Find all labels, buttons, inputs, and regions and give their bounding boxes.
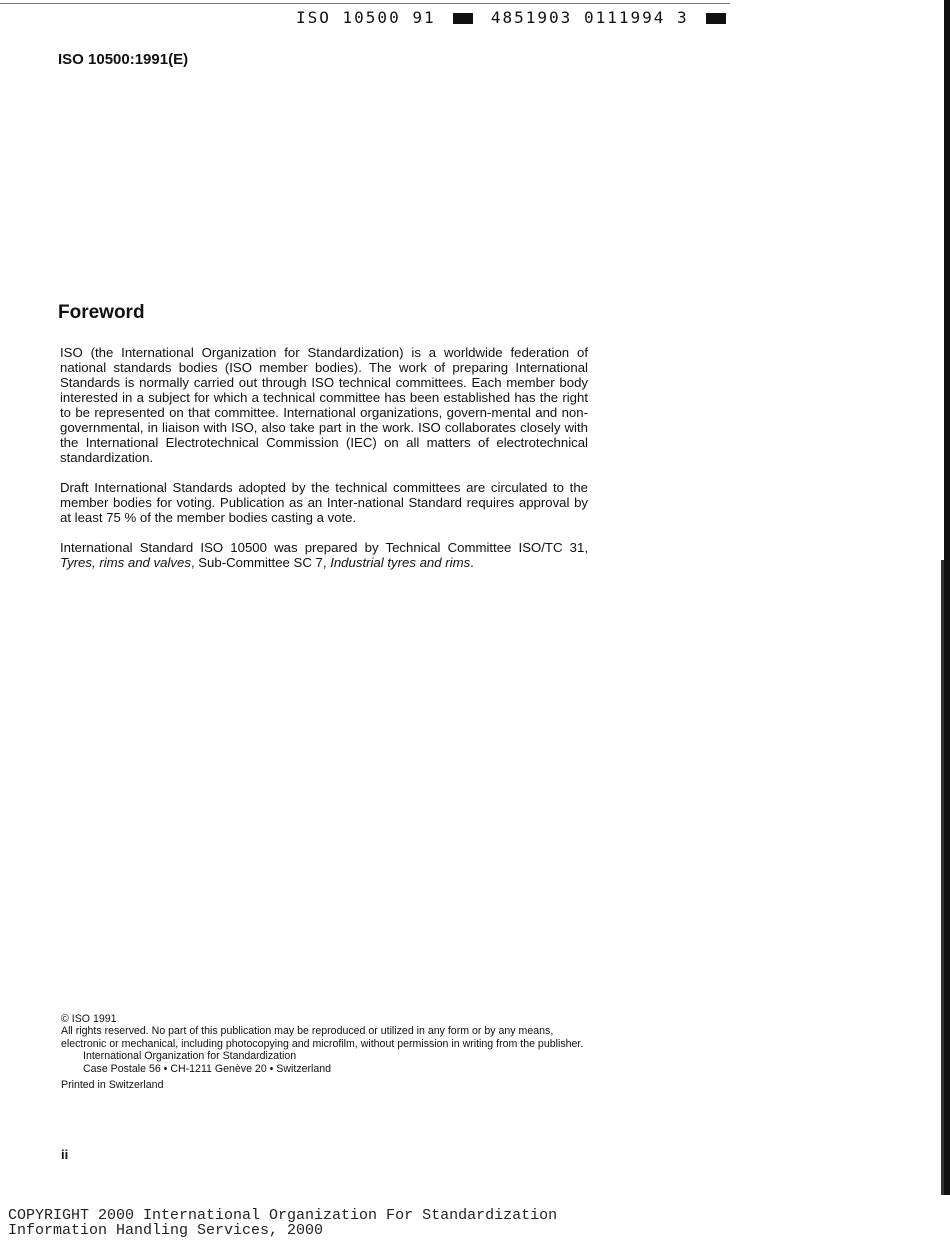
copyright-footer: [8, 1208, 557, 1238]
scan-edge-shadow: [941, 560, 944, 1195]
p3-end: .: [470, 555, 474, 570]
p3-committee-title: Tyres, rims and valves: [60, 555, 191, 570]
copyright-notice: © ISO 1991: [61, 1013, 117, 1025]
barcode-block-icon: [453, 13, 473, 24]
footer-line-1: COPYRIGHT 2000 International Organization For Standardization: [8, 1207, 558, 1224]
copyright-block: [61, 1013, 601, 1091]
page-number: ii: [61, 1147, 69, 1162]
scan-edge: [944, 0, 950, 1195]
barcode-header: [296, 8, 732, 27]
foreword-paragraph-1: ISO (the International Organization for Standardization) is a worldwide federation of national standards bodies (ISO member bodies). The work of preparing International Standards is normally carried out through ISO technical committees. Each member body interested in a subject for which a technical committee has been established has the right to be represented on that committee. International organizations, govern-mental and non-governmental, in liaison with ISO, also take part in the work. ISO collaborates closely with the International Electrotechnical Commission (IEC) on all matters of electrotechnical standardization.: [60, 345, 588, 465]
p3-subcommittee-title: Industrial tyres and rims: [330, 555, 471, 570]
top-rule: [0, 3, 730, 4]
printed-in: Printed in Switzerland: [61, 1079, 164, 1092]
rights-statement: All rights reserved. No part of this publication may be reproduced or utilized in any form or by any means, electronic or mechanical, including photocopying and microfilm, without permission in writing from the publisher.: [61, 1025, 584, 1050]
foreword-paragraph-2: Draft International Standards adopted by the technical committees are circulated to the member bodies for voting. Publication as an Inter-national Standard requires approval by at least 75 % of the member bodies casting a vote.: [60, 480, 588, 525]
p3-prefix: International Standard ISO 10500 was prepared by Technical Committee ISO/TC 31,: [60, 540, 588, 555]
foreword-paragraph-3: [60, 540, 588, 570]
barcode-block-icon: [706, 13, 726, 24]
barcode-right-text: 4851903 0111994 3: [490, 8, 689, 27]
publisher-org: International Organization for Standardization: [83, 1050, 297, 1063]
foreword-heading: Foreword: [58, 302, 145, 323]
document-id: ISO 10500:1991(E): [58, 51, 189, 68]
barcode-left-text: ISO 10500 91: [296, 8, 436, 27]
footer-line-2: Information Handling Services, 2000: [8, 1222, 324, 1239]
publisher-address: Case Postale 56 • CH-1211 Genève 20 • Switzerland: [83, 1062, 332, 1075]
p3-mid: , Sub-Committee SC 7,: [190, 555, 331, 570]
foreword-body: [60, 345, 588, 585]
